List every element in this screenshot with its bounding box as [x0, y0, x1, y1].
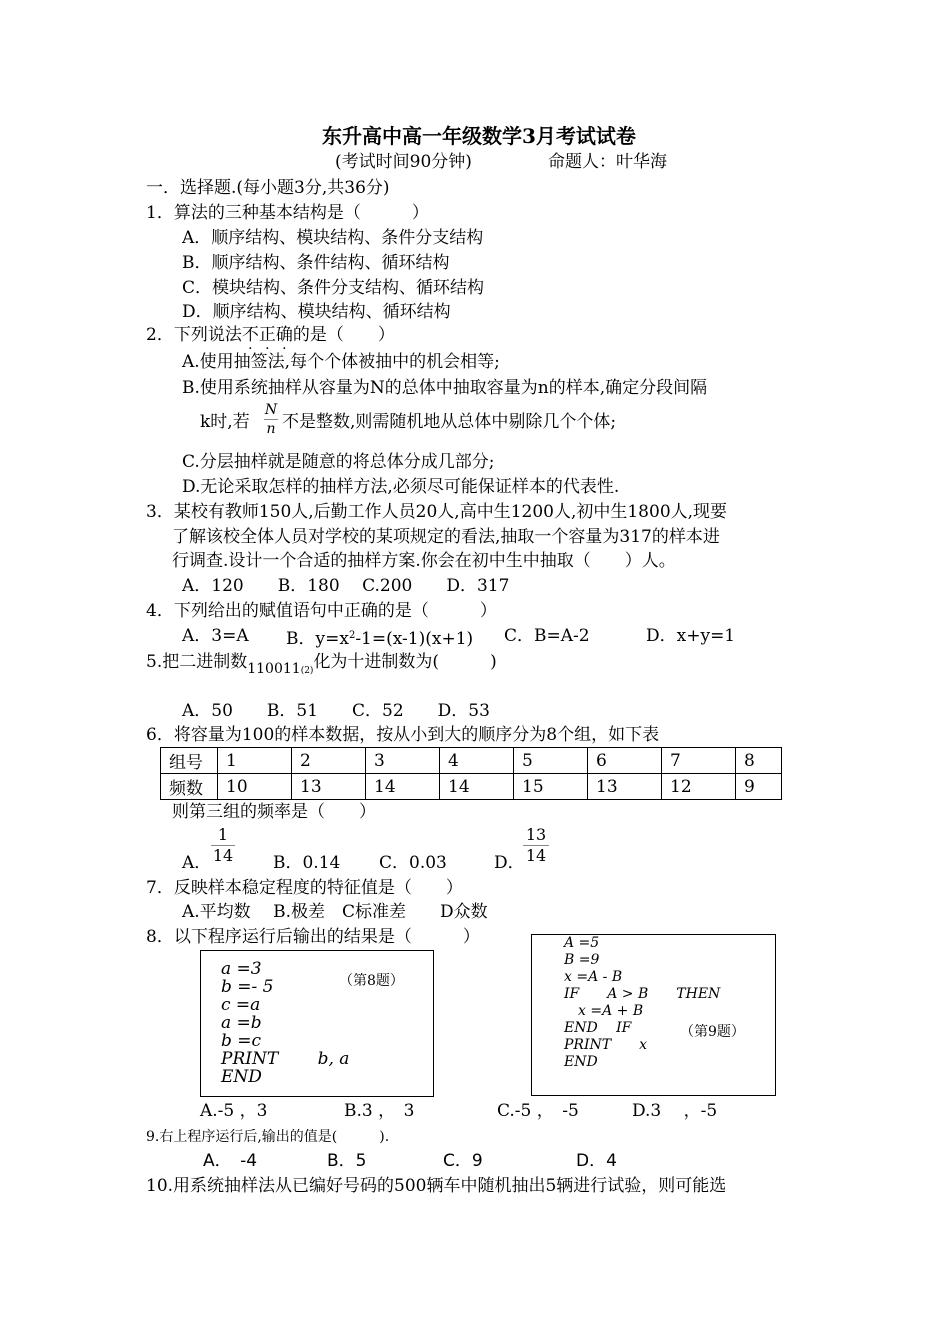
- q6-option-c: C．0.03: [379, 853, 447, 873]
- exam-author: 命题人：叶华海: [548, 152, 667, 172]
- code-line: END: [221, 1067, 262, 1087]
- code-line: IF A > B THEN: [564, 986, 721, 1002]
- q5-binary-number: 110011: [247, 661, 301, 677]
- q4-option-b-sup: 2: [348, 630, 356, 641]
- frequency-table: [160, 747, 782, 800]
- q3-options: A．120 B．180 C.200 D．317: [182, 576, 510, 596]
- table-cell: 14: [366, 774, 440, 800]
- table-row: [161, 774, 782, 800]
- q8-option-b: B.3 ， 3: [344, 1101, 415, 1121]
- q9-option-b: B．5: [327, 1151, 367, 1171]
- q4-option-d: D．x+y=1: [646, 626, 736, 646]
- q2-emphasis-char: 确: [275, 325, 293, 345]
- table-cell: 13: [292, 774, 366, 800]
- q9-option-c: C．9: [443, 1151, 483, 1171]
- table-cell: 8: [736, 748, 782, 774]
- q8-option-a: A.-5 ，3: [200, 1101, 268, 1121]
- table-cell: 1: [218, 748, 292, 774]
- q4-option-a: A．3=A: [182, 626, 249, 646]
- page-title: 东升高中高一年级数学3月考试试卷: [322, 124, 636, 148]
- table-cell: 6: [588, 748, 662, 774]
- q9-option-d: D．4: [576, 1151, 617, 1171]
- table-cell: 5: [514, 748, 588, 774]
- q2-option-a: A.使用抽签法,每个个体被抽中的机会相等;: [182, 352, 500, 372]
- q2-emphasis-char: 正: [258, 325, 276, 345]
- q1-stem: 1．算法的三种基本结构是（ ）: [146, 203, 429, 223]
- q2-stem-post: 的是（ ）: [292, 325, 395, 345]
- code-line: A =5: [564, 935, 600, 951]
- table-cell: 4: [440, 748, 514, 774]
- q9-figure-label: （第9题）: [680, 1024, 745, 1040]
- table-cell: 12: [662, 774, 736, 800]
- q2-option-b-line2-post: 不是整数,则需随机地从总体中剔除几个个体;: [282, 412, 617, 432]
- q9-option-a: A． -4: [203, 1151, 258, 1171]
- q5-stem: [146, 652, 497, 681]
- q2-fraction-num: N: [264, 402, 278, 418]
- q8-option-c: C.-5 ， -5: [497, 1101, 579, 1121]
- table-cell: 组号: [161, 748, 218, 774]
- fraction-den: 14: [212, 846, 234, 865]
- q1-option-c: C．模块结构、条件分支结构、循环结构: [182, 278, 485, 298]
- q2-stem-pre: 2．下列说法: [146, 325, 242, 345]
- code-line: b =- 5: [221, 977, 274, 997]
- q8-option-d: D.3 ，-5: [632, 1101, 718, 1121]
- table-cell: 2: [292, 748, 366, 774]
- code-line: a =b: [221, 1013, 262, 1033]
- table-row: [161, 748, 782, 774]
- q2-option-b-line1: B.使用系统抽样从容量为N的总体中抽取容量为n的样本,确定分段间隔: [182, 378, 708, 398]
- q5-options: A．50 B．51 C．52 D．53: [182, 701, 490, 721]
- q2-stem: [146, 325, 395, 345]
- q4-option-b-post: -1=(x-1)(x+1): [355, 629, 474, 649]
- table-cell: 9: [736, 774, 782, 800]
- q6-question: 则第三组的频率是（ ）: [172, 802, 376, 822]
- table-cell: 10: [218, 774, 292, 800]
- q8-figure-label: （第8题）: [339, 973, 404, 989]
- q3-line1: 3．某校有教师150人,后勤工作人员20人,高中生1200人,初中生1800人,现要: [146, 502, 728, 522]
- q1-option-d: D．顺序结构、模块结构、循环结构: [182, 302, 451, 322]
- q4-option-c: C．B=A-2: [504, 626, 590, 646]
- table-cell: 7: [662, 748, 736, 774]
- table-cell: 14: [440, 774, 514, 800]
- q1-option-b: B．顺序结构、条件结构、循环结构: [182, 253, 450, 273]
- q10-stem: 10.用系统抽样法从已编好号码的500辆车中随机抽出5辆进行试验，则可能选: [146, 1176, 727, 1196]
- q2-option-d: D.无论采取怎样的抽样方法,必须尽可能保证样本的代表性.: [182, 477, 620, 497]
- q2-option-b-line2-pre: k时,若: [200, 412, 250, 432]
- q3-line3: 行调查.设计一个合适的抽样方案.你会在初中生中抽取（ ）人。: [172, 551, 676, 571]
- code-line: PRINT x: [564, 1037, 647, 1053]
- q6-stem: 6．将容量为100的样本数据，按从小到大的顺序分为8个组，如下表: [146, 725, 660, 745]
- q5-stem-post: 化为十进制数为( ): [313, 652, 497, 672]
- exam-time-note: (考试时间90分钟): [335, 152, 472, 172]
- q6-option-a-fraction: [211, 826, 235, 865]
- code-line: c =a: [221, 995, 261, 1015]
- q3-line2: 了解该校全体人员对学校的某项规定的看法,抽取一个容量为317的样本进: [172, 527, 720, 547]
- q4-stem: 4．下列给出的赋值语句中正确的是（ ）: [146, 601, 497, 621]
- q9-stem: 9.右上程序运行后,输出的值是( ).: [146, 1129, 390, 1145]
- code-line: b =c: [221, 1031, 262, 1051]
- q2-emphasis-char: 不: [241, 325, 259, 345]
- table-cell: 3: [366, 748, 440, 774]
- section-heading: 一．选择题.(每小题3分,共36分): [146, 178, 390, 198]
- fraction-num: 1: [217, 825, 229, 844]
- q8-program-box: [200, 950, 434, 1097]
- code-line: a =3: [221, 959, 262, 979]
- fraction-num: 13: [525, 825, 547, 844]
- code-line: END IF: [564, 1020, 632, 1036]
- q6-option-d-fraction: [523, 826, 549, 865]
- code-line: B =9: [564, 952, 600, 968]
- q8-stem: 8．以下程序运行后输出的结果是（ ）: [146, 927, 480, 947]
- code-line: x =A - B: [564, 969, 623, 985]
- fraction-den: 14: [525, 846, 547, 865]
- q2-option-c: C.分层抽样就是随意的将总体分成几部分;: [182, 452, 495, 472]
- q5-stem-pre: 5.把二进制数: [146, 652, 248, 672]
- q4-option-b: [286, 626, 473, 649]
- code-line: x =A + B: [564, 1003, 644, 1019]
- q7-options: A.平均数 B.极差 C标准差 D众数: [182, 902, 488, 922]
- q1-option-a: A．顺序结构、模块结构、条件分支结构: [182, 228, 484, 248]
- q2-fraction-den: n: [266, 421, 276, 437]
- q6-option-d-label: D．: [494, 853, 525, 873]
- q5-binary-base: (2): [300, 666, 314, 676]
- code-line: END: [564, 1054, 598, 1070]
- q7-stem: 7．反映样本稳定程度的特征值是（ ）: [146, 878, 463, 898]
- q6-option-a-label: A．: [182, 853, 212, 873]
- q2-fraction: [264, 402, 278, 437]
- table-cell: 15: [514, 774, 588, 800]
- q9-program-box: [531, 934, 776, 1096]
- code-line: PRINT b, a: [221, 1049, 350, 1069]
- fraction-bar: [264, 419, 278, 420]
- q4-option-b-pre: B．y=x: [286, 629, 349, 649]
- table-cell: 13: [588, 774, 662, 800]
- table-cell: 频数: [161, 774, 218, 800]
- q6-option-b: B．0.14: [273, 853, 341, 873]
